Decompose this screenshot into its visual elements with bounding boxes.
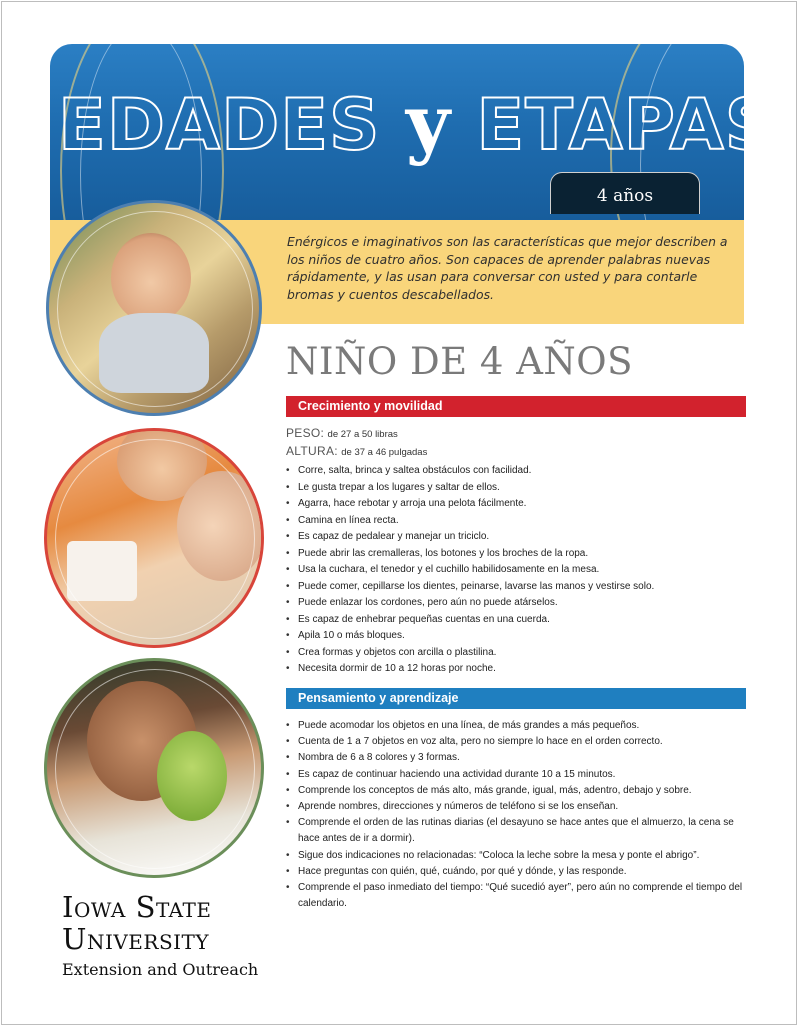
section-growth-title: Crecimiento y movilidad	[286, 396, 746, 417]
logo-line-1: Iowa State	[62, 890, 212, 924]
header-title	[58, 78, 777, 178]
weight-stat	[286, 426, 398, 440]
list-item: • Aprende nombres, direcciones y números de teléfono si se los enseñan.	[286, 799, 746, 815]
list-item: • Puede enlazar los cordones, pero aún no puede atárselos.	[286, 595, 746, 612]
list-item: • Es capaz de enhebrar pequeñas cuentas en una cuerda.	[286, 612, 746, 629]
list-item: • Es capaz de continuar haciendo una actividad durante 10 a 15 minutos.	[286, 767, 746, 783]
height-value: de 37 a 46 pulgadas	[341, 447, 428, 458]
title-etapas: ETAPAS	[476, 84, 777, 166]
title-y: y	[405, 78, 451, 167]
weight-value: de 27 a 50 libras	[327, 429, 398, 440]
logo-line-3: Extension and Outreach	[62, 960, 259, 979]
list-item: • Nombra de 6 a 8 colores y 3 formas.	[286, 750, 746, 766]
list-item: • Sigue dos indicaciones no relacionadas: “Coloca la leche sobre la mesa y ponte el abrigo”.	[286, 848, 746, 864]
list-item: • Corre, salta, brinca y saltea obstáculos con facilidad.	[286, 463, 746, 480]
list-item: • Hace preguntas con quién, qué, cuándo, por qué y dónde, y las responde.	[286, 864, 746, 880]
child-frog-photo	[44, 658, 264, 878]
growth-list	[286, 463, 746, 678]
list-item: • Comprende el orden de las rutinas diarias (el desayuno se hace antes que el almuerzo, la cena se hace antes de ir a dormir).	[286, 815, 746, 847]
age-tab: 4 años	[550, 172, 700, 214]
list-item: • Puede abrir las cremalleras, los botones y los broches de la ropa.	[286, 546, 746, 563]
height-label: ALTURA:	[286, 444, 338, 458]
list-item: • Crea formas y objetos con arcilla o plastilina.	[286, 645, 746, 662]
thinking-list	[286, 718, 746, 912]
logo-line-2: University	[62, 922, 210, 956]
list-item: • Comprende el paso inmediato del tiempo: “Qué sucedió ayer”, pero aún no comprende el tiempo del calendario.	[286, 880, 746, 912]
intro-text: Enérgicos e imaginativos son las características que mejor describen a los niños de cuatro años. Son capaces de aprender palabras nuevas rápidamente, y las usan para conversar con usted y para contarle bromas y cuentos descabellados.	[287, 234, 728, 302]
list-item: • Puede comer, cepillarse los dientes, peinarse, lavarse las manos y vestirse solo.	[286, 579, 746, 596]
child-photo-window	[46, 200, 262, 416]
weight-label: PESO:	[286, 426, 325, 440]
title-edades: EDADES	[58, 84, 381, 166]
height-stat	[286, 444, 427, 458]
child-reading-photo	[44, 428, 264, 648]
list-item: • Es capaz de pedalear y manejar un triciclo.	[286, 529, 746, 546]
list-item: • Necesita dormir de 10 a 12 horas por noche.	[286, 661, 746, 678]
list-item: • Camina en línea recta.	[286, 513, 746, 530]
list-item: • Comprende los conceptos de más alto, más grande, igual, más, adentro, debajo y sobre.	[286, 783, 746, 799]
list-item: • Puede acomodar los objetos en una línea, de más grandes a más pequeños.	[286, 718, 746, 734]
list-item: • Usa la cuchara, el tenedor y el cuchillo habilidosamente en la mesa.	[286, 562, 746, 579]
list-item: • Apila 10 o más bloques.	[286, 628, 746, 645]
list-item: • Agarra, hace rebotar y arroja una pelota fácilmente.	[286, 496, 746, 513]
list-item: • Le gusta trepar a los lugares y saltar de ellos.	[286, 480, 746, 497]
list-item: • Cuenta de 1 a 7 objetos en voz alta, pero no siempre lo hace en el orden correcto.	[286, 734, 746, 750]
section-thinking-title: Pensamiento y aprendizaje	[286, 688, 746, 709]
page-title: NIÑO DE 4 AÑOS	[286, 340, 633, 383]
